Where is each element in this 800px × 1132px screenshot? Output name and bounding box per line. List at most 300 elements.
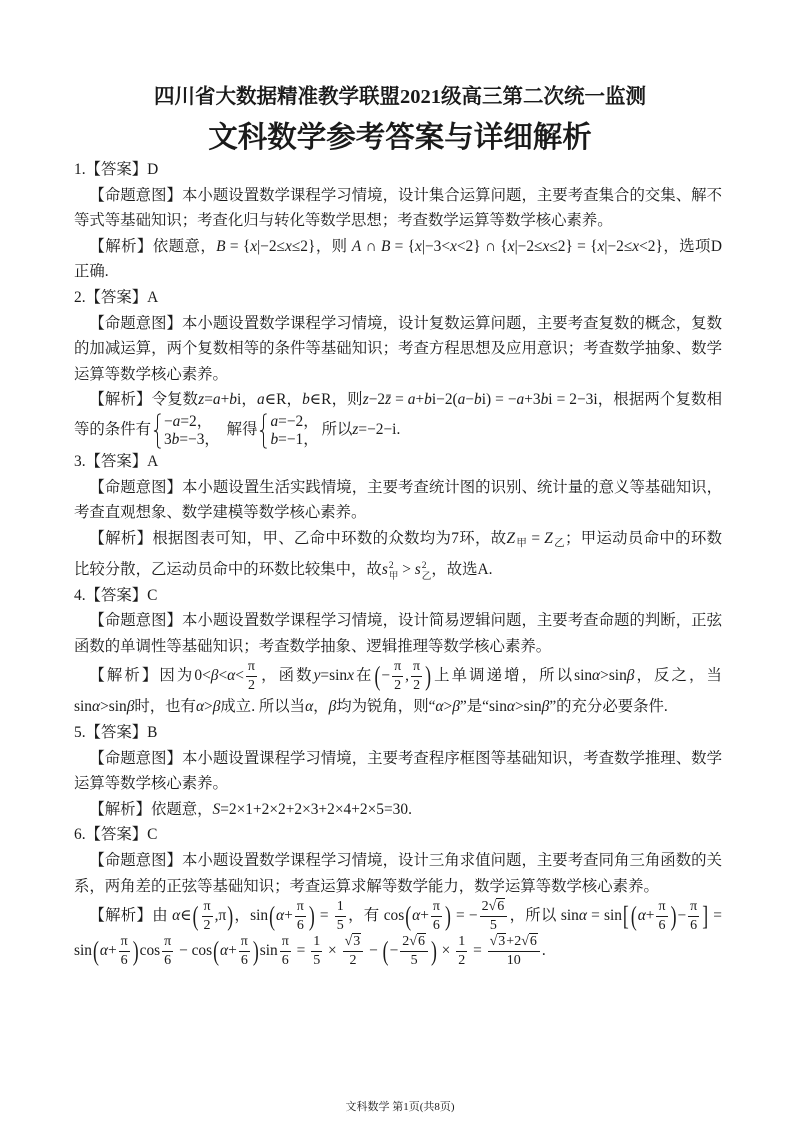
math-expression: α>β bbox=[435, 698, 460, 716]
intent-label: 【命题意图】 bbox=[89, 851, 182, 869]
answer-line bbox=[74, 720, 722, 746]
math-variable: a bbox=[212, 391, 221, 409]
math-variable: x bbox=[285, 237, 292, 255]
math-fraction bbox=[119, 934, 130, 969]
left-brace bbox=[153, 413, 162, 449]
math-expression: = bbox=[292, 942, 310, 960]
math-fraction bbox=[488, 934, 540, 969]
variable-base bbox=[506, 530, 515, 547]
math-expression: sin bbox=[250, 907, 269, 925]
answer-label: 【答案】 bbox=[85, 723, 148, 741]
math-variable: s bbox=[381, 560, 388, 578]
math-fraction bbox=[295, 899, 306, 934]
math-delimiter: [ bbox=[622, 899, 629, 931]
fraction-numerator: π bbox=[295, 899, 306, 917]
question-number: 1. bbox=[74, 161, 86, 178]
math-fraction bbox=[311, 934, 322, 969]
system-row: −a=2， bbox=[163, 412, 213, 430]
math-variable: x bbox=[450, 237, 457, 255]
math-variable: A bbox=[351, 237, 362, 255]
fraction-denominator: 2 bbox=[247, 678, 255, 694]
math-fraction bbox=[688, 899, 699, 934]
math-expression: ,π bbox=[214, 907, 227, 925]
math-variable: α bbox=[435, 698, 444, 716]
fraction-denominator: 6 bbox=[164, 953, 172, 969]
page-title: 文科数学参考答案与详细解析 bbox=[208, 122, 592, 154]
intent-paragraph bbox=[74, 848, 722, 899]
analysis-paragraph bbox=[74, 526, 722, 583]
math-delimiter: ) bbox=[444, 899, 451, 931]
answer-value: A bbox=[147, 288, 159, 306]
analysis-text: ， bbox=[241, 391, 257, 409]
intent-paragraph bbox=[74, 608, 722, 659]
answer-line bbox=[74, 583, 722, 609]
analysis-text: . bbox=[408, 800, 412, 818]
radicand: 6 bbox=[417, 934, 425, 950]
math-variable: b bbox=[270, 430, 279, 448]
intent-text: 本小题设置数学课程学习情境，设计三角求值问题，主要考查同角三角函数的关系，两角差的正弦等基础知识；考查运算求解等数学能力，数学运算等数学核心素养。 bbox=[74, 851, 722, 895]
math-variable: a bbox=[270, 412, 279, 430]
answer-value: C bbox=[147, 826, 158, 844]
equation-system bbox=[153, 413, 220, 449]
math-variable: β bbox=[626, 667, 635, 685]
math-delimiter: ( bbox=[213, 934, 220, 966]
analysis-text: ，有 bbox=[347, 907, 384, 925]
math-expression: − bbox=[389, 942, 399, 960]
math-variable: B bbox=[380, 237, 391, 255]
math-variable: B bbox=[216, 237, 226, 255]
fraction-denominator: 6 bbox=[240, 953, 248, 969]
math-expression: A ∩ B = {x|−3<x<2} ∩ {x|−2≤x≤2} = {x|−2≤x<2} bbox=[351, 237, 663, 255]
analysis-body bbox=[74, 659, 722, 716]
math-expression: b∈R bbox=[302, 391, 332, 409]
question-item bbox=[74, 449, 722, 583]
math-delimiter: ( bbox=[405, 899, 412, 931]
analysis-text: . bbox=[396, 421, 401, 439]
analysis-text: 因为 bbox=[159, 667, 195, 685]
analysis-body bbox=[74, 899, 722, 969]
analysis-label: 【解析】 bbox=[89, 529, 153, 547]
fraction-numerator: π bbox=[239, 934, 250, 952]
subscripted-variable bbox=[506, 529, 528, 550]
analysis-body bbox=[74, 391, 722, 448]
fraction-denominator: 2 bbox=[349, 953, 357, 969]
math-fraction bbox=[335, 899, 346, 934]
system-row: a=−2， bbox=[270, 412, 319, 430]
math-variable: α bbox=[578, 907, 587, 925]
math-variable: β bbox=[126, 698, 135, 716]
fraction-numerator: √3 bbox=[343, 934, 364, 952]
math-expression: α>β bbox=[195, 698, 221, 716]
answer-value: C bbox=[147, 586, 158, 604]
fraction-numerator: π bbox=[392, 659, 403, 677]
math-expression bbox=[305, 698, 313, 715]
intent-paragraph bbox=[74, 311, 722, 388]
math-expression: z−2z̄ = a+bi−2(a−bi) = −a+3bi = 2−3i bbox=[362, 391, 598, 409]
fraction-denominator: 2 bbox=[394, 678, 402, 694]
intent-text: 本小题设置数学课程学习情境，设计集合运算问题，主要考查集合的交集、解不等式等基础知识；考查化归与转化等数学思想；考查数学运算等数学核心素养。 bbox=[74, 186, 722, 230]
math-variable: Z bbox=[506, 529, 516, 547]
fraction-numerator: 1 bbox=[335, 899, 346, 917]
fraction-numerator: √3+2√6 bbox=[488, 934, 540, 952]
math-delimiter: ) bbox=[252, 934, 259, 966]
variance-symbol bbox=[414, 560, 432, 582]
math-delimiter: ( bbox=[192, 899, 199, 931]
analysis-text: 依题意， bbox=[150, 800, 213, 818]
system-rows bbox=[270, 413, 318, 449]
fraction-denominator: 2 bbox=[203, 918, 211, 934]
math-variable: x bbox=[632, 237, 640, 255]
analysis-text: ”的充分必要条件. bbox=[549, 698, 668, 716]
intent-text: 本小题设置数学课程学习情境，设计复数运算问题，主要考查复数的概念，复数的加减运算，两个复数相等的条件等基础知识；考查方程思想及应用意识；考查数学抽象、数学运算等数学核心素养。 bbox=[74, 314, 722, 383]
analysis-label: 【解析】 bbox=[89, 667, 160, 685]
math-variable: s bbox=[414, 560, 421, 578]
question-item bbox=[74, 285, 722, 449]
analysis-text: ，根据两个复数相等的条件有 bbox=[74, 391, 722, 439]
math-expression: y=sinx bbox=[313, 667, 354, 685]
math-expression: − bbox=[365, 942, 382, 960]
math-fraction bbox=[431, 899, 442, 934]
analysis-text: ，所以 bbox=[509, 907, 561, 925]
math-expression: > bbox=[398, 560, 415, 578]
math-expression: sinα>sinβ bbox=[74, 698, 135, 716]
math-expression: , bbox=[405, 667, 410, 685]
analysis-text: 根据图表可知，甲、乙命中环数的众数均为7环，故 bbox=[152, 529, 507, 547]
analysis-text: ，反之，当 bbox=[634, 667, 722, 685]
analysis-text: 在 bbox=[353, 667, 374, 685]
math-expression: 0<β<α< bbox=[194, 667, 244, 685]
analysis-label: 【解析】 bbox=[89, 391, 152, 409]
math-delimiter: ( bbox=[269, 899, 275, 931]
page-footer: 文科数学 第1页(共8页) bbox=[345, 1101, 455, 1113]
analysis-body bbox=[151, 801, 412, 818]
math-fraction bbox=[162, 934, 173, 969]
math-variable: a bbox=[516, 391, 525, 409]
radicand: 3 bbox=[353, 934, 361, 950]
math-expression: sinα>sinβ bbox=[574, 667, 635, 685]
question-number: 4. bbox=[74, 586, 86, 604]
math-variable: z bbox=[198, 391, 205, 409]
analysis-paragraph bbox=[74, 659, 722, 720]
fraction-numerator: 1 bbox=[456, 934, 467, 952]
intent-paragraph bbox=[74, 746, 722, 797]
math-fraction bbox=[280, 934, 291, 969]
math-variable: α bbox=[592, 667, 601, 685]
analysis-label: 【解析】 bbox=[89, 907, 153, 925]
math-expression: = bbox=[315, 907, 333, 925]
analysis-text: 由 bbox=[152, 907, 173, 925]
math-variable: b bbox=[229, 391, 237, 409]
math-expression: α+ bbox=[99, 942, 117, 960]
system-row: b=−1， bbox=[270, 430, 319, 448]
superscript: 2 bbox=[421, 560, 427, 572]
analysis-text: 成立. 所以当 bbox=[220, 698, 306, 716]
math-variable: b bbox=[424, 391, 432, 409]
math-fraction bbox=[480, 899, 508, 934]
analysis-label: 【解析】 bbox=[89, 800, 151, 818]
analysis-text: ，函数 bbox=[258, 667, 314, 685]
question-item bbox=[74, 720, 722, 822]
radicand: 3 bbox=[498, 934, 506, 950]
radicand: 6 bbox=[529, 934, 537, 950]
fraction-numerator: 2√6 bbox=[400, 934, 428, 952]
math-expression: α+ bbox=[412, 907, 429, 925]
math-expression: sinα>sinβ bbox=[488, 698, 550, 716]
math-fraction bbox=[392, 659, 403, 694]
question-number: 6. bbox=[74, 826, 86, 844]
fraction-numerator: 2√6 bbox=[480, 899, 508, 917]
math-expression: − cos bbox=[175, 942, 213, 960]
fraction-numerator: π bbox=[246, 659, 257, 677]
analysis-text: ，则 bbox=[331, 391, 363, 409]
answer-label: 【答案】 bbox=[85, 586, 148, 604]
fraction-denominator: 2 bbox=[458, 953, 466, 969]
math-variable: b bbox=[302, 391, 310, 409]
analysis-text: 均为锐角，则“ bbox=[336, 698, 436, 716]
fraction-denominator: 6 bbox=[120, 953, 128, 969]
math-variable: α bbox=[195, 698, 205, 716]
math-expression: a∈R bbox=[256, 391, 287, 409]
math-variable: b bbox=[540, 391, 549, 409]
answer-label: 【答案】 bbox=[85, 826, 148, 844]
variable-base bbox=[415, 561, 421, 578]
intent-label: 【命题意图】 bbox=[89, 612, 182, 630]
math-variable: z bbox=[362, 391, 369, 409]
intent-text: 本小题设置课程学习情境，主要考查程序框图等基础知识，考查数学推理、数学运算等数学核心素养。 bbox=[74, 749, 722, 793]
analysis-text: 依题意， bbox=[152, 237, 217, 255]
intent-text: 本小题设置生活实践情境，主要考查统计图的识别、统计量的意义等基础知识，考查直观想象、数学建模等数学核心素养。 bbox=[74, 478, 722, 522]
question-item bbox=[74, 583, 722, 720]
analysis-paragraph bbox=[74, 797, 722, 823]
math-expression: α+ bbox=[220, 942, 237, 960]
math-expression: × bbox=[324, 942, 341, 960]
question-number: 3. bbox=[74, 452, 86, 470]
question-number: 5. bbox=[74, 723, 86, 741]
math-variable: α bbox=[220, 942, 229, 960]
math-variable: α bbox=[91, 698, 101, 716]
math-expression: z=a+bi bbox=[198, 391, 242, 409]
fraction-denominator: 5 bbox=[336, 918, 344, 934]
subscript: 甲 bbox=[516, 538, 528, 550]
math-delimiter: ] bbox=[702, 899, 709, 931]
fraction-denominator: 6 bbox=[432, 918, 440, 934]
math-variable: x bbox=[507, 237, 515, 255]
math-expression: × bbox=[437, 942, 455, 960]
answer-line bbox=[74, 822, 722, 848]
fraction-numerator: π bbox=[688, 899, 699, 917]
intent-label: 【命题意图】 bbox=[89, 186, 182, 204]
fraction-denominator: 6 bbox=[658, 918, 666, 934]
math-delimiter: ( bbox=[382, 934, 389, 966]
math-delimiter: ) bbox=[308, 899, 315, 931]
fraction-numerator: π bbox=[411, 659, 422, 677]
math-variable: α bbox=[276, 907, 285, 925]
intent-label: 【命题意图】 bbox=[89, 749, 182, 767]
math-fraction bbox=[400, 934, 428, 969]
fraction-denominator: 5 bbox=[489, 918, 497, 934]
fraction-numerator: π bbox=[162, 934, 173, 952]
equation-system bbox=[259, 413, 318, 449]
question-item bbox=[74, 822, 722, 969]
fraction-denominator: 5 bbox=[313, 953, 321, 969]
analysis-paragraph bbox=[74, 387, 722, 449]
superscript: 2 bbox=[388, 560, 394, 572]
math-variable: α bbox=[637, 907, 646, 925]
math-variable: x bbox=[597, 237, 605, 255]
math-delimiter: ) bbox=[670, 899, 677, 931]
math-fraction bbox=[202, 899, 213, 934]
analysis-text: ，选项D正确. bbox=[74, 237, 722, 281]
math-expression: = bbox=[527, 529, 545, 547]
answer-line bbox=[74, 157, 722, 183]
math-expression: sinα = sin bbox=[560, 907, 622, 925]
math-fraction bbox=[656, 899, 667, 934]
math-fraction bbox=[343, 934, 364, 969]
analysis-text: 时，也有 bbox=[134, 698, 196, 716]
analysis-text: ， bbox=[234, 907, 251, 925]
math-variable: α bbox=[99, 942, 108, 960]
math-expression: B = {x|−2≤x≤2} bbox=[216, 237, 316, 255]
math-variable: β bbox=[328, 698, 337, 716]
fraction-denominator: 2 bbox=[413, 678, 421, 694]
math-variable: b bbox=[474, 391, 482, 409]
fraction-denominator: 6 bbox=[690, 918, 698, 934]
fraction-numerator: 1 bbox=[311, 934, 322, 952]
math-variable: Z bbox=[544, 529, 553, 547]
analysis-body bbox=[74, 529, 722, 582]
math-expression: − bbox=[677, 907, 687, 925]
system-rows bbox=[164, 413, 220, 449]
script-stack bbox=[389, 561, 399, 582]
answer-line bbox=[74, 285, 722, 311]
math-variable: y bbox=[313, 667, 321, 685]
analysis-text: ，故选A. bbox=[431, 560, 493, 578]
math-expression: = bbox=[469, 942, 486, 960]
question-item bbox=[74, 157, 722, 285]
answer-value: B bbox=[147, 723, 158, 741]
exam-title: 四川省大数据精准教学联盟2021级高三第二次统一监测 bbox=[154, 86, 646, 108]
analysis-label: 【解析】 bbox=[89, 237, 153, 255]
fraction-numerator: π bbox=[280, 934, 291, 952]
math-fraction bbox=[411, 659, 422, 694]
math-variable: β bbox=[212, 698, 221, 716]
analysis-text: ， bbox=[286, 391, 303, 409]
answer-value: D bbox=[147, 161, 159, 178]
math-variable: α bbox=[412, 907, 421, 925]
subscript: 乙 bbox=[553, 538, 565, 550]
math-expression: α+ bbox=[637, 907, 655, 925]
answer-label: 【答案】 bbox=[85, 161, 148, 178]
math-expression: = − bbox=[451, 907, 478, 925]
math-variable: z̄ bbox=[385, 391, 392, 409]
math-delimiter: ( bbox=[630, 899, 637, 931]
fraction-denominator: 5 bbox=[410, 953, 418, 969]
subscript: 乙 bbox=[421, 570, 432, 582]
math-variable: α bbox=[506, 698, 515, 716]
math-variable: a bbox=[256, 391, 265, 409]
variable-base bbox=[382, 561, 388, 578]
script-stack bbox=[422, 561, 432, 582]
analysis-paragraph bbox=[74, 234, 722, 285]
intent-paragraph bbox=[74, 475, 722, 526]
answer-content bbox=[74, 157, 722, 969]
analysis-text: ， bbox=[313, 698, 329, 716]
math-variable: x bbox=[542, 237, 550, 255]
math-variable: x bbox=[415, 237, 422, 255]
analysis-text: 解得 bbox=[222, 421, 258, 439]
system-row: 3b=−3， bbox=[163, 430, 220, 448]
analysis-text: ；甲运动员命中的环数比较分散，乙运动员命中的环数比较集中，故 bbox=[74, 529, 722, 578]
math-variable: b bbox=[171, 430, 180, 448]
left-brace bbox=[259, 413, 268, 449]
subscripted-variable bbox=[544, 529, 565, 550]
intent-paragraph bbox=[74, 183, 722, 234]
math-expression: = sin bbox=[74, 907, 722, 960]
math-variable: β bbox=[541, 698, 550, 716]
math-variable: β bbox=[210, 667, 219, 685]
answer-label: 【答案】 bbox=[85, 288, 148, 306]
math-variable: α bbox=[227, 667, 236, 685]
math-variable: x bbox=[250, 237, 258, 255]
answer-line bbox=[74, 449, 722, 475]
fraction-denominator: 6 bbox=[281, 953, 289, 969]
fraction-denominator: 10 bbox=[506, 953, 521, 969]
analysis-text: . bbox=[541, 942, 546, 960]
math-expression: sin bbox=[259, 942, 278, 960]
math-variable: β bbox=[452, 698, 460, 716]
math-expression: α∈ bbox=[172, 907, 192, 925]
math-variable: S bbox=[212, 800, 221, 818]
analysis-body bbox=[74, 238, 722, 281]
math-expression: S=2×1+2×2+2×3+2×4+2×5=30 bbox=[212, 800, 409, 818]
subscript: 甲 bbox=[388, 570, 399, 582]
variable-base bbox=[544, 530, 553, 547]
math-variable: α bbox=[305, 698, 314, 716]
analysis-text: 令复数 bbox=[151, 391, 199, 409]
answer-value: A bbox=[147, 452, 159, 470]
math-expression: α+ bbox=[276, 907, 293, 925]
analysis-paragraph bbox=[74, 899, 722, 969]
math-variable: a bbox=[457, 391, 466, 409]
fraction-numerator: π bbox=[202, 899, 213, 917]
intent-label: 【命题意图】 bbox=[89, 478, 182, 496]
radicand: 6 bbox=[497, 899, 505, 915]
intent-text: 本小题设置数学课程学习情境，设计简易逻辑问题，主要考查命题的判断，正弦函数的单调性等基础知识；考查数学抽象、逻辑推理等数学核心素养。 bbox=[74, 612, 722, 655]
intent-label: 【命题意图】 bbox=[89, 314, 182, 332]
analysis-text: ”是“ bbox=[459, 698, 489, 716]
question-number: 2. bbox=[74, 288, 86, 306]
math-variable: a bbox=[172, 412, 181, 430]
math-delimiter: ) bbox=[430, 934, 437, 966]
math-variable: a bbox=[407, 391, 416, 409]
analysis-text: 上单调递增，所以 bbox=[432, 667, 575, 685]
fraction-numerator: π bbox=[656, 899, 667, 917]
math-fraction bbox=[246, 659, 257, 694]
fraction-numerator: π bbox=[119, 934, 130, 952]
math-variable: x bbox=[347, 667, 354, 685]
math-delimiter: ) bbox=[425, 660, 431, 692]
math-expression: cos bbox=[383, 907, 405, 925]
analysis-text: 所以 bbox=[321, 421, 353, 439]
math-fraction bbox=[239, 934, 250, 969]
answer-label: 【答案】 bbox=[85, 452, 148, 470]
math-delimiter: ) bbox=[227, 899, 234, 931]
math-expression: z=−2−i bbox=[352, 421, 397, 439]
analysis-text: ，则 bbox=[315, 237, 352, 255]
math-delimiter: ( bbox=[92, 934, 99, 966]
math-delimiter: ( bbox=[374, 660, 381, 692]
math-delimiter: ) bbox=[132, 934, 139, 966]
